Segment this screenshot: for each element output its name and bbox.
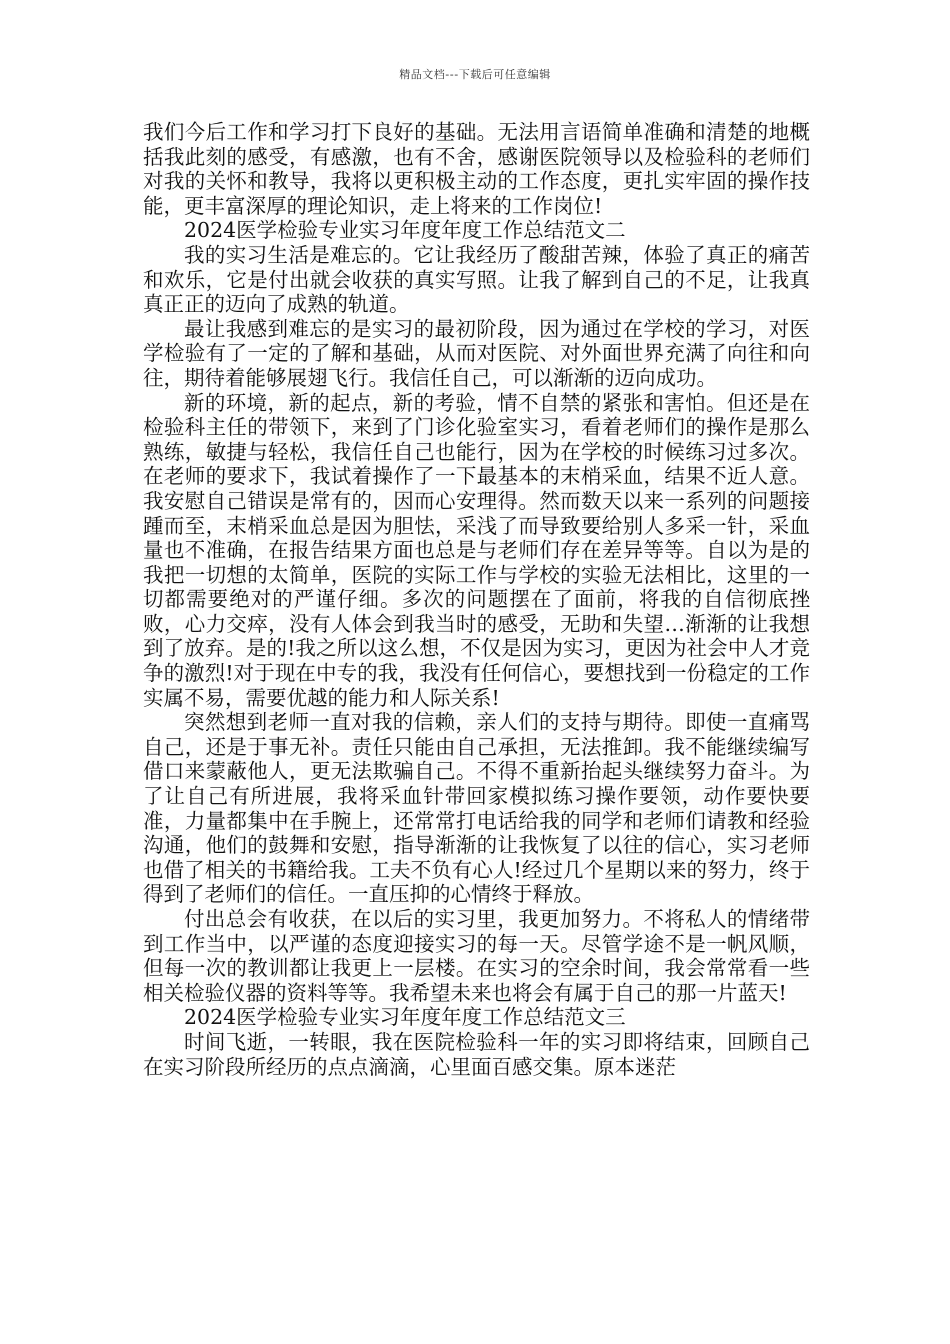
paragraph: 付出总会有收获，在以后的实习里，我更加努力。不将私人的情绪带到工作当中，以严谨的态度迎接实习的每一天。尽管学途不是一帆风顺，但每一次的教训都让我更上一层楼。在实习的空余时间，我会常常看一些相关检验仪器的资料等等。我希望未来也将会有属于自己的那一片蓝天! [143, 907, 810, 1005]
section-heading-2: 2024医学检验专业实习年度年度工作总结范文二 [184, 218, 626, 243]
paragraph: 时间飞逝，一转眼，我在医院检验科一年的实习即将结束，回顾自己在实习阶段所经历的点点滴滴，心里面百感交集。原本迷茫 [143, 1029, 810, 1079]
paragraph-continuation: 我们今后工作和学习打下良好的基础。无法用言语简单准确和清楚的地概括我此刻的感受，有感激，也有不舍，感谢医院领导以及检验科的老师们对我的关怀和教导，我将以更积极主动的工作态度，更扎实牢固的操作技能，更丰富深厚的理论知识，走上将来的工作岗位! [143, 120, 810, 218]
document-body [143, 120, 810, 1079]
page-header: 精品文档---下载后可任意编辑 [399, 68, 551, 81]
paragraph: 我的实习生活是难忘的。它让我经历了酸甜苦辣，体验了真正的痛苦和欢乐，它是付出就会收获的真实写照。让我了解到自己的不足，让我真真正正的迈向了成熟的轨道。 [143, 242, 810, 317]
paragraph: 新的环境，新的起点，新的考验，情不自禁的紧张和害怕。但还是在检验科主任的带领下，来到了门诊化验室实习，看着老师们的操作是那么熟练，敏捷与轻松，我信任自己也能行，因为在学校的时候练习过多次。在老师的要求下，我试着操作了一下最基本的末梢采血，结果不近人意。我安慰自己错误是常有的，因而心安理得。然而数天以来一系列的问题接踵而至，末梢采血总是因为胆怯，采浅了而导致要给别人多采一针，采血量也不准确，在报告结果方面也总是与老师们存在差异等等。自以为是的我把一切想的太简单，医院的实际工作与学校的实验无法相比，这里的一切都需要绝对的严谨仔细。多次的问题摆在了面前，将我的自信彻底挫败，心力交瘁，没有人体会到我当时的感受，无助和失望…渐渐的让我想到了放弃。是的!我之所以这么想，不仅是因为实习，更因为社会中人才竞争的激烈!对于现在中专的我，我没有任何信心，要想找到一份稳定的工作实属不易，需要优越的能力和人际关系! [143, 390, 810, 710]
paragraph: 突然想到老师一直对我的信赖，亲人们的支持与期待。即使一直痛骂自己，还是于事无补。责任只能由自己承担，无法推卸。我不能继续编写借口来蒙蔽他人，更无法欺骗自己。不得不重新抬起头继续努力奋斗。为了让自己有所进展，我将采血针带回家模拟练习操作要领，动作要快要准，力量都集中在手腕上，还常常打电话给我的同学和老师们请教和经验沟通，他们的鼓舞和安慰，指导渐渐的让我恢复了以往的信心，实习老师也借了相关的书籍给我。工夫不负有心人!经过几个星期以来的努力，终于得到了老师们的信任。一直压抑的心情终于释放。 [143, 710, 810, 907]
paragraph: 最让我感到难忘的是实习的最初阶段，因为通过在学校的学习，对医学检验有了一定的了解和基础，从而对医院、对外面世界充满了向往和向往，期待着能够展翅飞行。我信任自己，可以渐渐的迈向成功。 [143, 316, 810, 390]
section-heading-3: 2024医学检验专业实习年度年度工作总结范文三 [184, 1005, 626, 1030]
